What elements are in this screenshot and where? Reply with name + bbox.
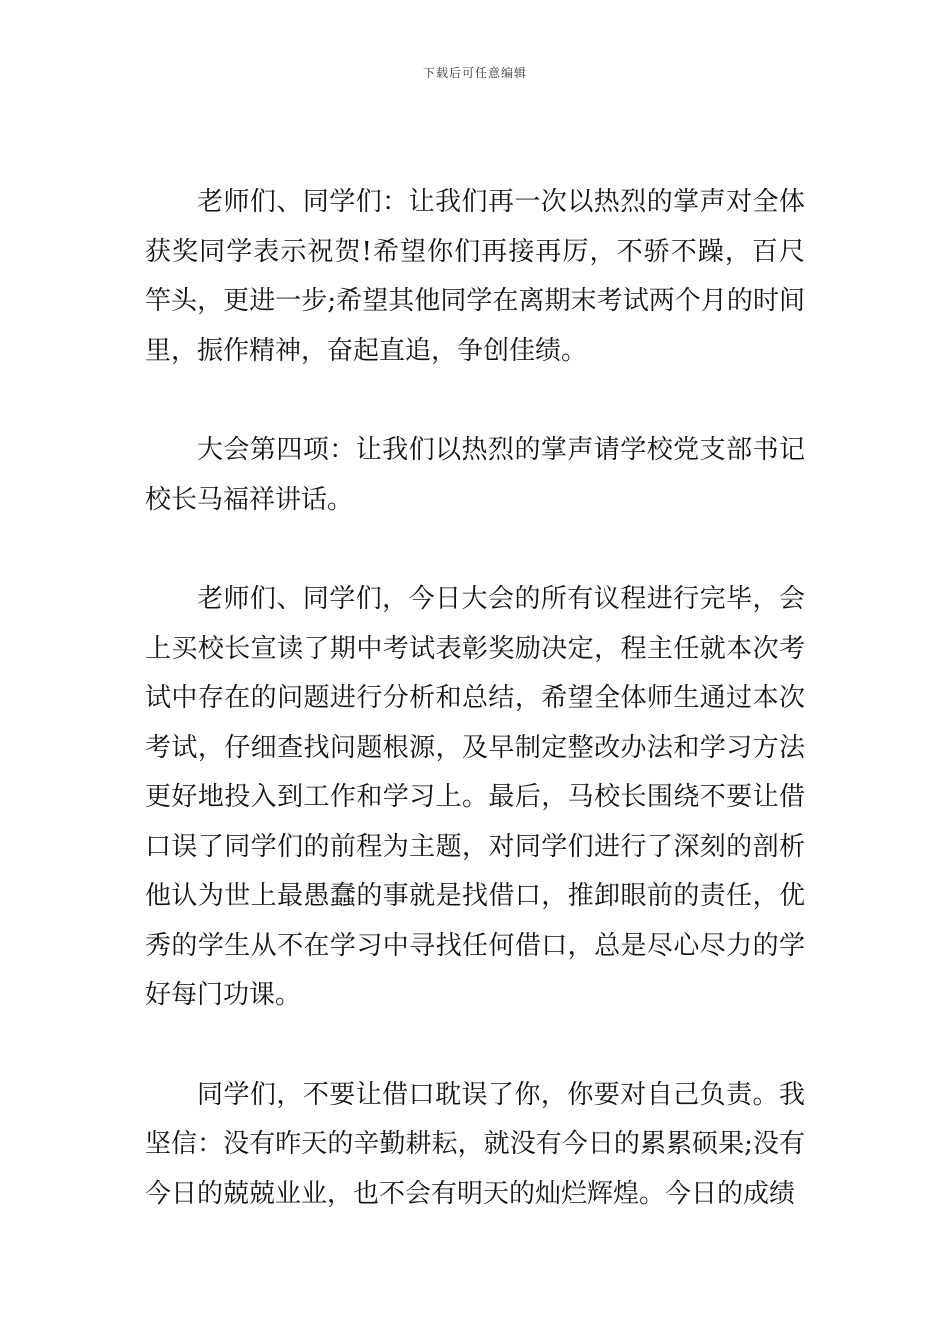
page-header: 下载后可任意编辑 [422, 66, 527, 80]
paragraph-gap [145, 1021, 805, 1071]
document-body [145, 178, 805, 1219]
paragraph-gap [145, 525, 805, 575]
paragraph-4: 同学们，不要让借口耽误了你，你要对自己负责。我坚信：没有昨天的辛勤耕耘，就没有今日的累累硕果;没有今日的兢兢业业，也不会有明天的灿烂辉煌。今日的成绩 [145, 1079, 805, 1209]
paragraph-3: 老师们、同学们，今日大会的所有议程进行完毕，会上买校长宣读了期中考试表彰奖励决定，程主任就本次考试中存在的问题进行分析和总结，希望全体师生通过本次考试，仔细查找问题根源，及早制定整改办法和学习方法更好地投入到工作和学习上。最后，马校长围绕不要让借口误了同学们的前程为主题，对同学们进行了深刻的剖析他认为世上最愚蠢的事就是找借口，推卸眼前的责任，优秀的学生从不在学习中寻找任何借口，总是尽心尽力的学好每门功课。 [145, 584, 805, 1010]
paragraph-1: 老师们、同学们：让我们再一次以热烈的掌声对全体获奖同学表示祝贺!希望你们再接再厉，不骄不躁，百尺竿头，更进一步;希望其他同学在离期末考试两个月的时间里，振作精神，奋起直追，争创佳绩。 [145, 187, 805, 366]
paragraph-gap [145, 376, 805, 426]
paragraph-2: 大会第四项：让我们以热烈的掌声请学校党支部书记校长马福祥讲话。 [145, 435, 805, 515]
